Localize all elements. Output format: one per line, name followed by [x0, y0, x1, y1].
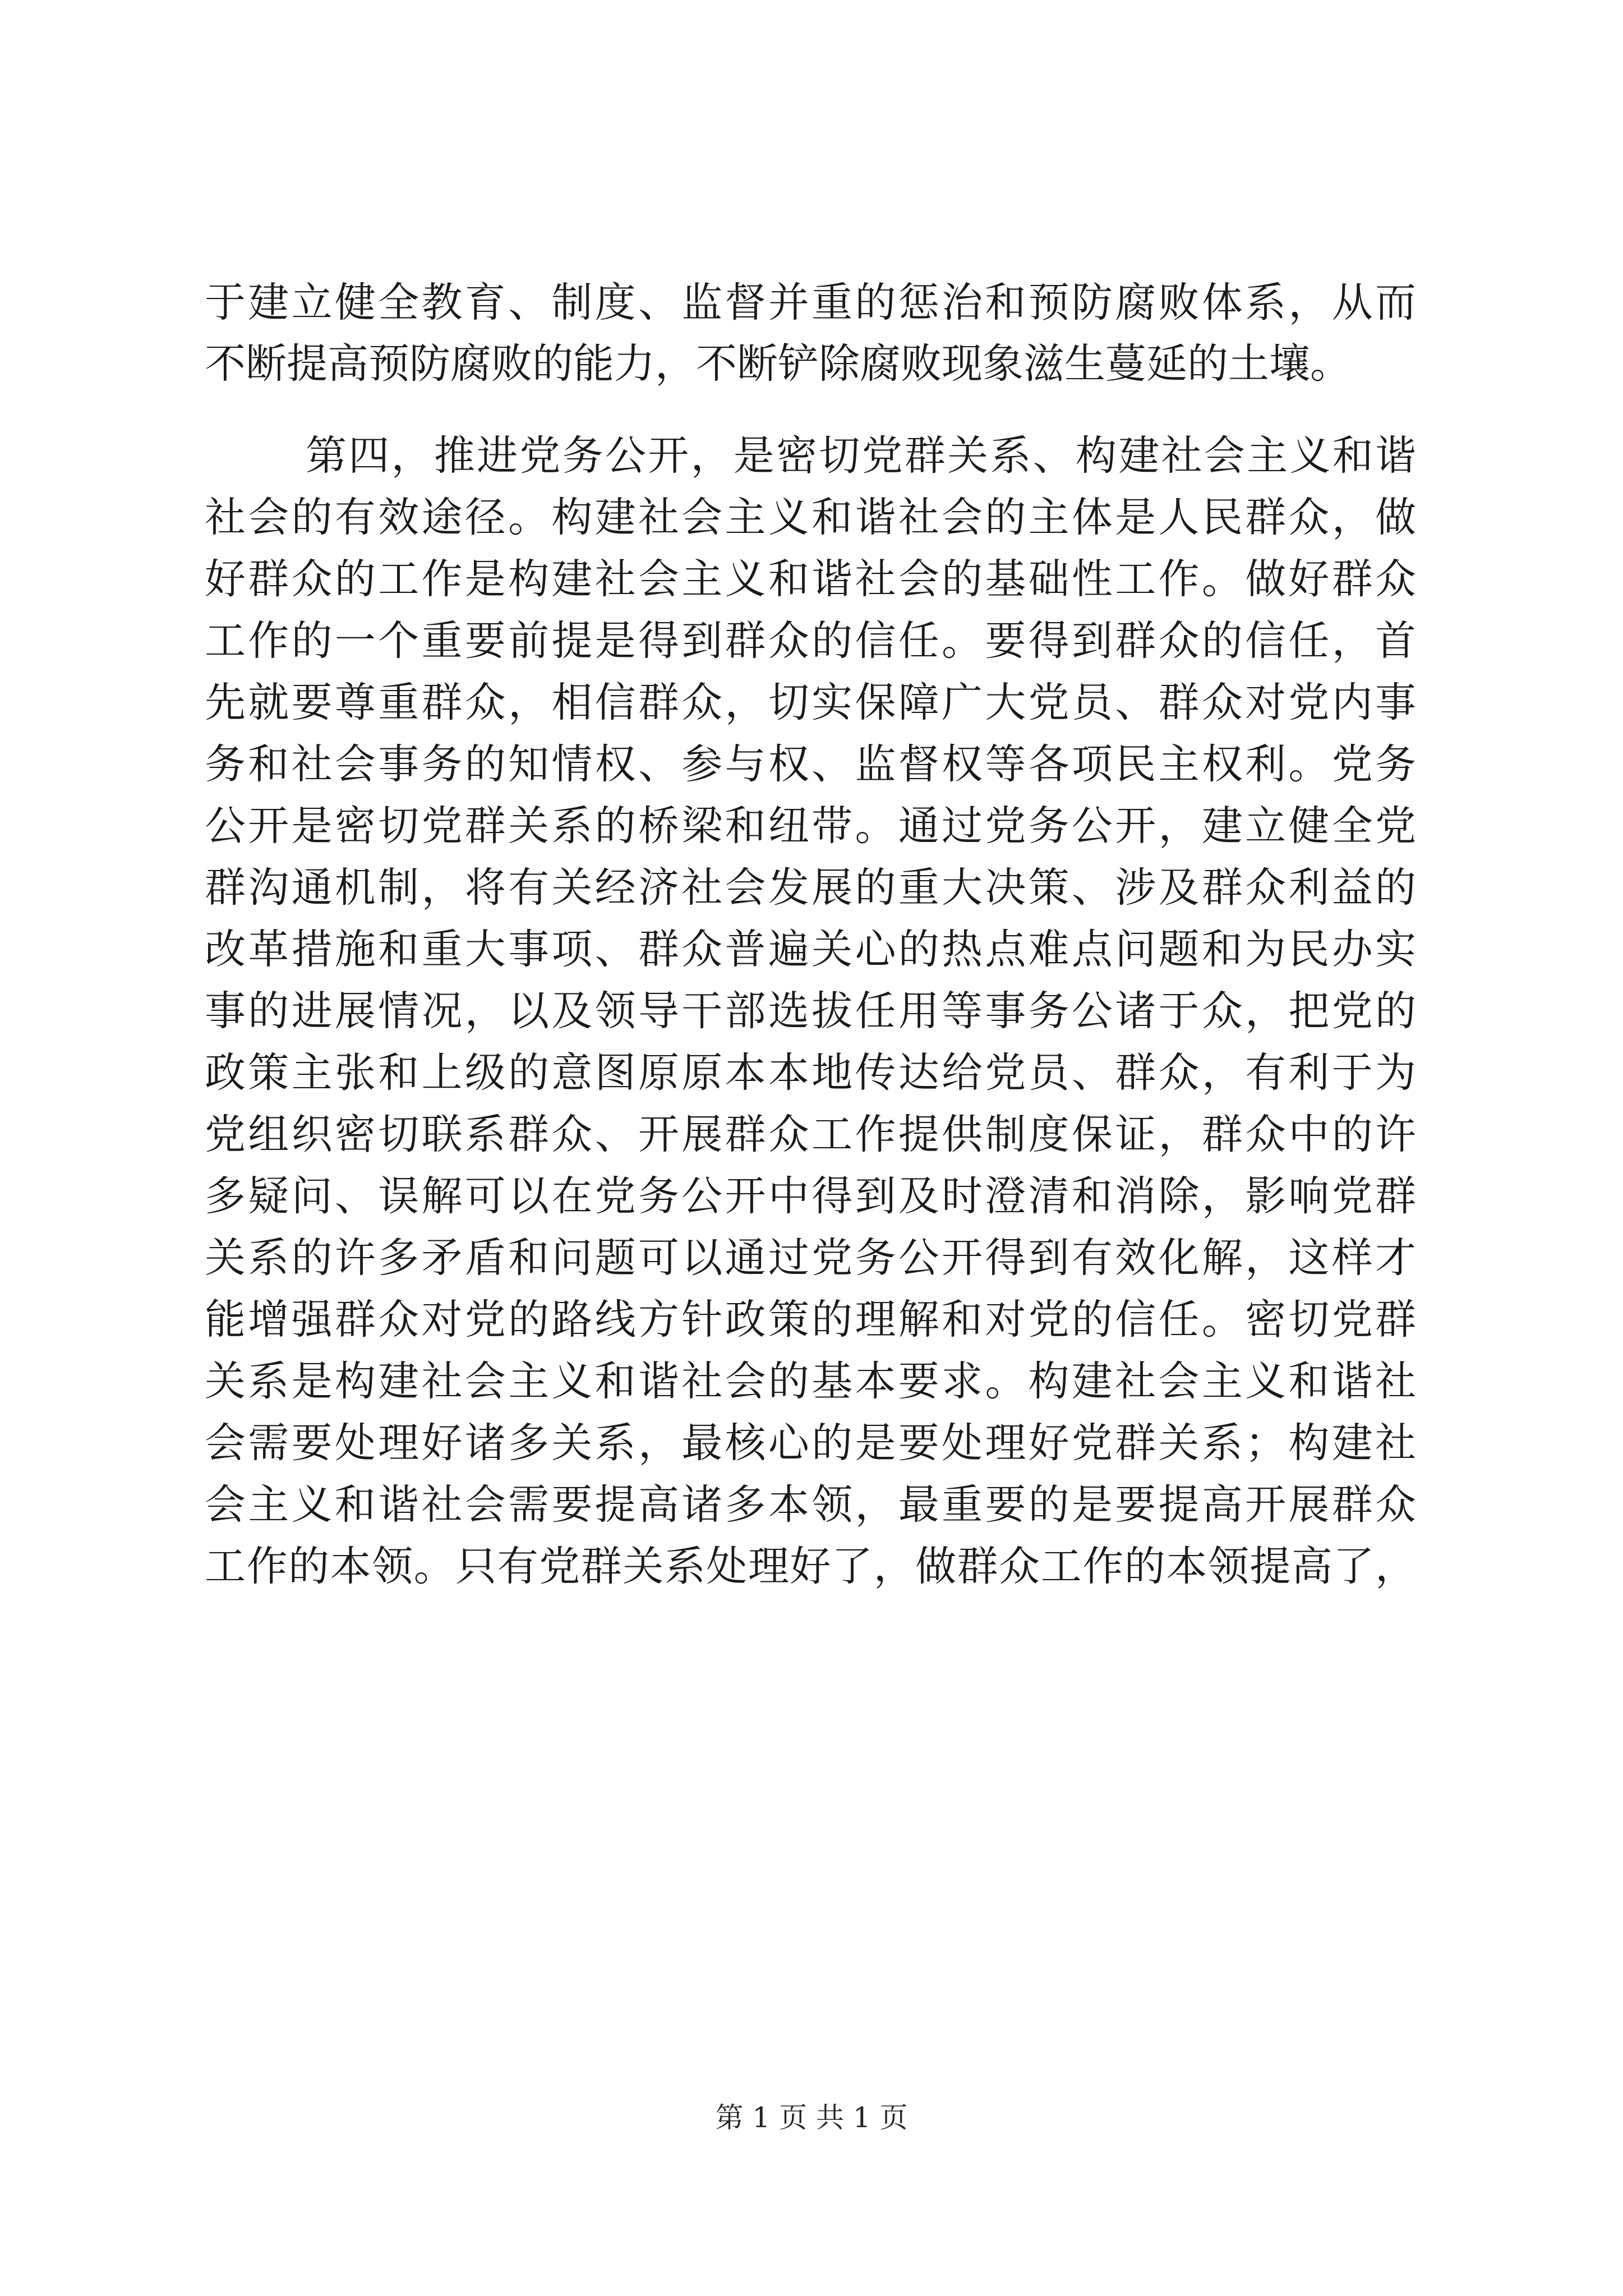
text-line: 公开是密切党群关系的桥梁和纽带。通过党务公开，建立健全党 — [205, 802, 1416, 850]
page-number-footer: 第 1 页 共 1 页 — [715, 2101, 908, 2134]
text-line: 先就要尊重群众，相信群众，切实保障广大党员、群众对党内事 — [205, 679, 1416, 726]
text-line: 工作的本领。只有党群关系处理好了，做群众工作的本领提高了， — [205, 1543, 1416, 1590]
text-line: 于建立健全教育、制度、监督并重的惩治和预防腐败体系，从而 — [205, 279, 1416, 326]
text-line: 关系的许多矛盾和问题可以通过党务公开得到有效化解，这样才 — [205, 1234, 1416, 1282]
text-line: 事的进展情况，以及领导干部选拔任用等事务公诸于众，把党的 — [205, 987, 1416, 1035]
text-line: 会主义和谐社会需要提高诸多本领，最重要的是要提高开展群众 — [205, 1481, 1416, 1529]
text-line: 务和社会事务的知情权、参与权、监督权等各项民主权利。党务 — [205, 740, 1416, 788]
text-line: 工作的一个重要前提是得到群众的信任。要得到群众的信任，首 — [205, 617, 1416, 665]
text-line: 党组织密切联系群众、开展群众工作提供制度保证，群众中的许 — [205, 1111, 1416, 1158]
text-line: 改革措施和重大事项、群众普遍关心的热点难点问题和为民办实 — [205, 926, 1416, 973]
text-line: 群沟通机制，将有关经济社会发展的重大决策、涉及群众利益的 — [205, 864, 1416, 912]
text-line: 关系是构建社会主义和谐社会的基本要求。构建社会主义和谐社 — [205, 1358, 1416, 1405]
text-line: 社会的有效途径。构建社会主义和谐社会的主体是人民群众，做 — [205, 494, 1416, 541]
text-line: 多疑问、误解可以在党务公开中得到及时澄清和消除，影响党群 — [205, 1172, 1416, 1220]
paragraph-first-line: 第四，推进党务公开，是密切党群关系、构建社会主义和谐 — [306, 432, 1416, 480]
text-line: 不断提高预防腐败的能力，不断铲除腐败现象滋生蔓延的土壤。 — [205, 340, 1351, 388]
text-line: 会需要处理好诸多关系，最核心的是要处理好党群关系；构建社 — [205, 1419, 1416, 1467]
text-line: 政策主张和上级的意图原原本本地传达给党员、群众，有利于为 — [205, 1049, 1416, 1097]
text-line: 好群众的工作是构建社会主义和谐社会的基础性工作。做好群众 — [205, 555, 1416, 603]
text-line: 能增强群众对党的路线方针政策的理解和对党的信任。密切党群 — [205, 1296, 1416, 1343]
